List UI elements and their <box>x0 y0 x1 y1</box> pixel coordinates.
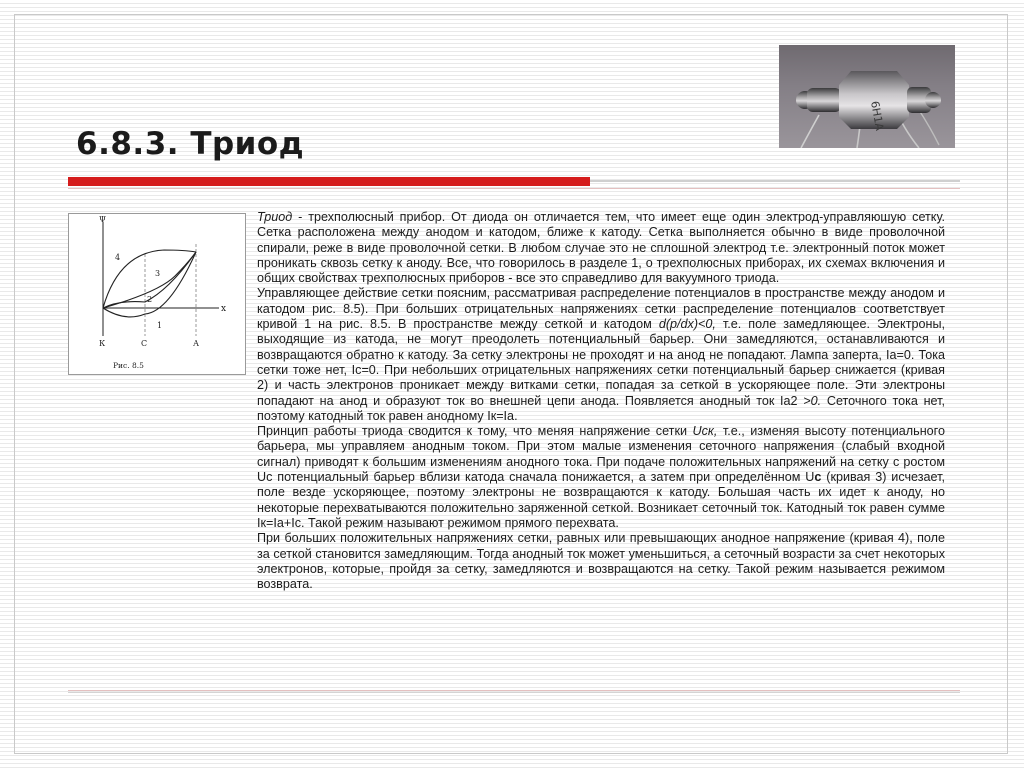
title-accent-bar <box>68 177 590 186</box>
bottom-rule <box>68 690 960 691</box>
term: Триод <box>257 210 293 224</box>
curve-label: 2 <box>147 295 153 304</box>
triode-tube-icon <box>779 45 955 148</box>
formula: >0. <box>803 393 822 408</box>
triode-tube-photo <box>779 45 955 148</box>
formula: d(p/dx)<0, <box>658 317 716 332</box>
y-axis-label: Ψ <box>99 215 107 224</box>
curve-label: 1 <box>157 321 163 330</box>
body-text <box>257 210 945 592</box>
curve-label: 3 <box>155 269 161 278</box>
page-title: 6.8.3. Триод <box>76 126 305 162</box>
potential-distribution-figure <box>68 213 246 375</box>
svg-text:6Н1А: 6Н1А <box>868 99 887 132</box>
x-axis-label: x <box>221 304 227 314</box>
paragraph: Триод - трехполюсный прибор. От диода он отличается тем, что имеет еще один электрод-управляюшую сетку. Сетка расположена между анодом и катодом, ближе к катоду. Сетка выполняется обычно в виде проволочной спирали, реже в виде проволочной сетки. В любом случае это не сплошной электрод т.е. электронный поток может проникать сквозь сетку к аноду. Все, что говорилось в разделе 1, о трехполюсных приборах, их схемах включения и общих свойствах трехполюсных приборов - все это справедливо для вакуумного триода. <box>257 210 945 286</box>
bottom-rule-shadow <box>68 692 960 693</box>
figure-caption: Рис. 8.5 <box>113 361 144 370</box>
tick-label: С <box>141 339 148 348</box>
tick-label: А <box>193 339 200 348</box>
title-underline <box>68 188 960 189</box>
paragraph: При больших положительных напряжениях сетки, равных или превышающих анодное напряжение (кривая 4), поле за сеткой становится замедляющим. Тогда анодный ток может уменьшиться, а сеточный возрасти за счет некоторых электронов, которые, пройдя за сетку, замедляются и возвращаются на сетку. Такой режим называется режимом возврата. <box>257 531 945 592</box>
title-rule <box>590 180 960 182</box>
formula: Uск, <box>692 424 718 439</box>
potential-graph <box>69 214 245 374</box>
curve-label: 4 <box>115 253 121 262</box>
paragraph: Управляющее действие сетки поясним, рассматривая распределение потенциалов в пространстве между анодом и катодом рис. 8.5). При больших отрицательных напряжениях сетки распределение потенциалов соответствует кривой 1 на рис. 8.5. В пространстве между сеткой и катодом d(p/dx)<0, т.е. поле замедляющее. Электроны, выходящие из катода, не могут преодолеть потенциальный барьер. Они замедляются, останавливаются и возвращаются обратно к катоду. За сетку электроны не проходят и на анод не попадают. Лампа заперта, Iа=0. Тока сетки тоже нет, Iс=0. При небольших отрицательных напряжениях сетки потенциальный барьер снижается (кривая 2) и часть электронов проникает между витками сетки, попадая за сеткой в ускоряющее поле. Эти электроны попадают на анод и образуют ток во внешней цепи анода. Появляется анодный ток Iа2 >0. Сеточного тока нет, поэтому катодный ток равен анодному Iк=Iа. <box>257 286 945 423</box>
tick-label: К <box>99 339 106 348</box>
paragraph: Принцип работы триода сводится к тому, что меняя напряжение сетки Uск, т.е., изменяя высоту потенциального барьера, мы управляем анодным током. При этом малые изменения сеточного напряжения (слабый входной сигнал) приводят к большим изменениям анодного тока. При подаче положительных напряжений на сетку с ростом Uс потенциальный барьер вблизи катода сначала понижается, а затем при определённом Uс (кривая 3) исчезает, поле везде ускоряющее, поэтому электроны не возвращаются к катоду. Большая часть их идет к аноду, но некоторые перехватываются положительно заряженной сеткой. Возникает сеточный ток. Катодный ток равен сумме Iк=Iа+Iс. Такой режим называют режимом прямого перехвата. <box>257 424 946 530</box>
